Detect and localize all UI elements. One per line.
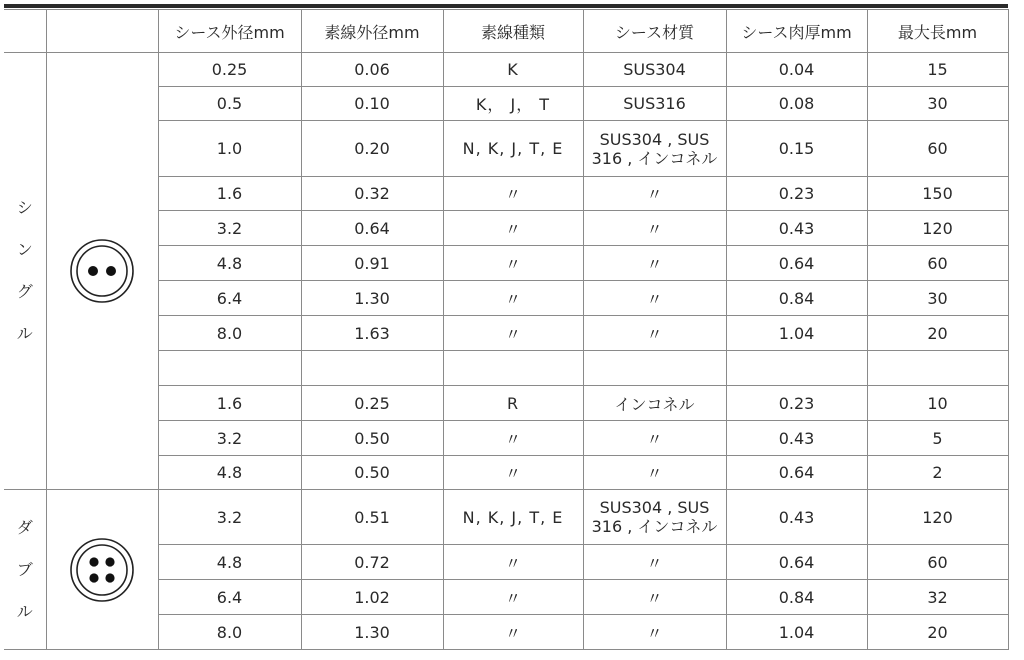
- cell-wire-od: 0.20: [301, 121, 443, 177]
- cell-sheath-material: インコネル: [583, 386, 726, 421]
- cell-sheath-thickness: 0.04: [726, 53, 867, 87]
- cell-sheath-material: 〃: [583, 211, 726, 246]
- cell-max-length: 150: [867, 177, 1008, 211]
- cell-wire-od: 0.25: [301, 386, 443, 421]
- cell-sheath-od: 1.6: [158, 386, 301, 421]
- cell-wire-type: K: [443, 53, 583, 87]
- cell-sheath-thickness: 0.43: [726, 490, 867, 545]
- group-icon-single: [46, 53, 158, 490]
- cell-sheath-thickness: 0.84: [726, 281, 867, 316]
- group-label-char: ル: [16, 601, 33, 621]
- cell-sheath-od: 4.8: [158, 545, 301, 580]
- cell-wire-od: 0.72: [301, 545, 443, 580]
- cell-wire-od: [301, 351, 443, 386]
- cell-wire-type: 〃: [443, 421, 583, 456]
- cell-sheath-thickness: 0.43: [726, 421, 867, 456]
- cell-sheath-material: 〃: [583, 421, 726, 456]
- cell-sheath-od: 1.6: [158, 177, 301, 211]
- cell-wire-type: 〃: [443, 281, 583, 316]
- cell-wire-type: 〃: [443, 456, 583, 490]
- cell-wire-od: 0.32: [301, 177, 443, 211]
- sheath-spec-table: [4, 9, 1009, 650]
- cell-sheath-material: [583, 351, 726, 386]
- cell-wire-od: 0.50: [301, 421, 443, 456]
- cell-wire-od: 1.30: [301, 615, 443, 650]
- cell-max-length: 30: [867, 281, 1008, 316]
- group-label-double: [4, 490, 46, 650]
- cell-max-length: 10: [867, 386, 1008, 421]
- cell-wire-od: 1.02: [301, 580, 443, 615]
- cell-sheath-od: 4.8: [158, 456, 301, 490]
- cell-sheath-thickness: 0.43: [726, 211, 867, 246]
- cell-wire-od: 0.06: [301, 53, 443, 87]
- cell-sheath-material: 〃: [583, 580, 726, 615]
- header-sheath-od: シース外径mm: [158, 10, 301, 53]
- header-max-length: 最大長mm: [867, 10, 1008, 53]
- cell-sheath-material: SUS316: [583, 87, 726, 121]
- group-label-char: ブ: [16, 559, 33, 579]
- cell-wire-od: 0.91: [301, 246, 443, 281]
- cell-wire-type: N, K, J, T, E: [443, 490, 583, 545]
- group-label-char: グ: [16, 282, 33, 301]
- cell-sheath-od: 6.4: [158, 580, 301, 615]
- cell-sheath-material: 〃: [583, 545, 726, 580]
- cell-sheath-od: 1.0: [158, 121, 301, 177]
- cell-sheath-od: 4.8: [158, 246, 301, 281]
- cell-max-length: 2: [867, 456, 1008, 490]
- cell-wire-type: 〃: [443, 545, 583, 580]
- cell-sheath-thickness: 0.64: [726, 456, 867, 490]
- cell-sheath-thickness: 0.64: [726, 246, 867, 281]
- cell-sheath-od: [158, 351, 301, 386]
- cell-sheath-thickness: [726, 351, 867, 386]
- cell-wire-type: N, K, J, T, E: [443, 121, 583, 177]
- cell-sheath-thickness: 0.84: [726, 580, 867, 615]
- cell-wire-type: 〃: [443, 211, 583, 246]
- cell-sheath-od: 0.25: [158, 53, 301, 87]
- cell-sheath-thickness: 1.04: [726, 615, 867, 650]
- cell-max-length: 5: [867, 421, 1008, 456]
- double-core-cross-section-icon: [68, 536, 136, 604]
- cell-max-length: [867, 351, 1008, 386]
- cell-max-length: 32: [867, 580, 1008, 615]
- cell-sheath-material: 〃: [583, 456, 726, 490]
- cell-max-length: 60: [867, 121, 1008, 177]
- cell-sheath-od: 3.2: [158, 211, 301, 246]
- cell-sheath-material: SUS304 , SUS 316 , インコネル: [583, 490, 726, 545]
- cell-max-length: 120: [867, 211, 1008, 246]
- cell-sheath-material: 〃: [583, 615, 726, 650]
- cell-sheath-od: 0.5: [158, 87, 301, 121]
- cell-max-length: 120: [867, 490, 1008, 545]
- header-wire-type: 素線種類: [443, 10, 583, 53]
- cell-sheath-od: 3.2: [158, 421, 301, 456]
- cell-wire-type: 〃: [443, 580, 583, 615]
- cell-sheath-material: 〃: [583, 281, 726, 316]
- cell-max-length: 60: [867, 545, 1008, 580]
- cell-wire-type: 〃: [443, 316, 583, 351]
- cell-sheath-thickness: 0.23: [726, 386, 867, 421]
- header-row: [4, 10, 1008, 53]
- header-sheath-thickness: シース肉厚mm: [726, 10, 867, 53]
- header-wire-od: 素線外径mm: [301, 10, 443, 53]
- group-label-char: シ: [16, 198, 33, 217]
- cell-sheath-material: SUS304 , SUS 316 , インコネル: [583, 121, 726, 177]
- cell-max-length: 15: [867, 53, 1008, 87]
- cell-wire-type: 〃: [443, 246, 583, 281]
- cell-sheath-material: 〃: [583, 246, 726, 281]
- cell-sheath-thickness: 1.04: [726, 316, 867, 351]
- cell-sheath-od: 8.0: [158, 615, 301, 650]
- cell-sheath-od: 6.4: [158, 281, 301, 316]
- single-core-cross-section-icon: [68, 237, 136, 305]
- cell-max-length: 60: [867, 246, 1008, 281]
- cell-sheath-od: 3.2: [158, 490, 301, 545]
- cell-wire-type: 〃: [443, 615, 583, 650]
- cell-wire-od: 0.64: [301, 211, 443, 246]
- top-rule: [4, 4, 1008, 8]
- cell-wire-type: 〃: [443, 177, 583, 211]
- cell-max-length: 30: [867, 87, 1008, 121]
- cell-wire-type: R: [443, 386, 583, 421]
- cell-sheath-thickness: 0.15: [726, 121, 867, 177]
- cell-wire-od: 0.50: [301, 456, 443, 490]
- cell-wire-od: 0.51: [301, 490, 443, 545]
- cell-sheath-thickness: 0.08: [726, 87, 867, 121]
- table-row: [4, 490, 1008, 545]
- group-icon-double: [46, 490, 158, 650]
- group-label-single: [4, 53, 46, 490]
- group-label-char: ン: [16, 240, 33, 259]
- cell-sheath-material: SUS304: [583, 53, 726, 87]
- cell-sheath-thickness: 0.64: [726, 545, 867, 580]
- cell-sheath-od: 8.0: [158, 316, 301, 351]
- cell-wire-od: 1.30: [301, 281, 443, 316]
- cell-wire-od: 0.10: [301, 87, 443, 121]
- header-sheath-material: シース材質: [583, 10, 726, 53]
- cell-sheath-thickness: 0.23: [726, 177, 867, 211]
- cell-max-length: 20: [867, 615, 1008, 650]
- cell-sheath-material: 〃: [583, 177, 726, 211]
- header-blank-label: [4, 10, 46, 53]
- cell-max-length: 20: [867, 316, 1008, 351]
- group-label-char: ル: [16, 324, 33, 343]
- header-blank-icon: [46, 10, 158, 53]
- group-label-char: ダ: [16, 517, 33, 537]
- cell-wire-type: K， J， T: [443, 87, 583, 121]
- cell-sheath-material: 〃: [583, 316, 726, 351]
- table-row: [4, 53, 1008, 87]
- cell-wire-type: [443, 351, 583, 386]
- cell-wire-od: 1.63: [301, 316, 443, 351]
